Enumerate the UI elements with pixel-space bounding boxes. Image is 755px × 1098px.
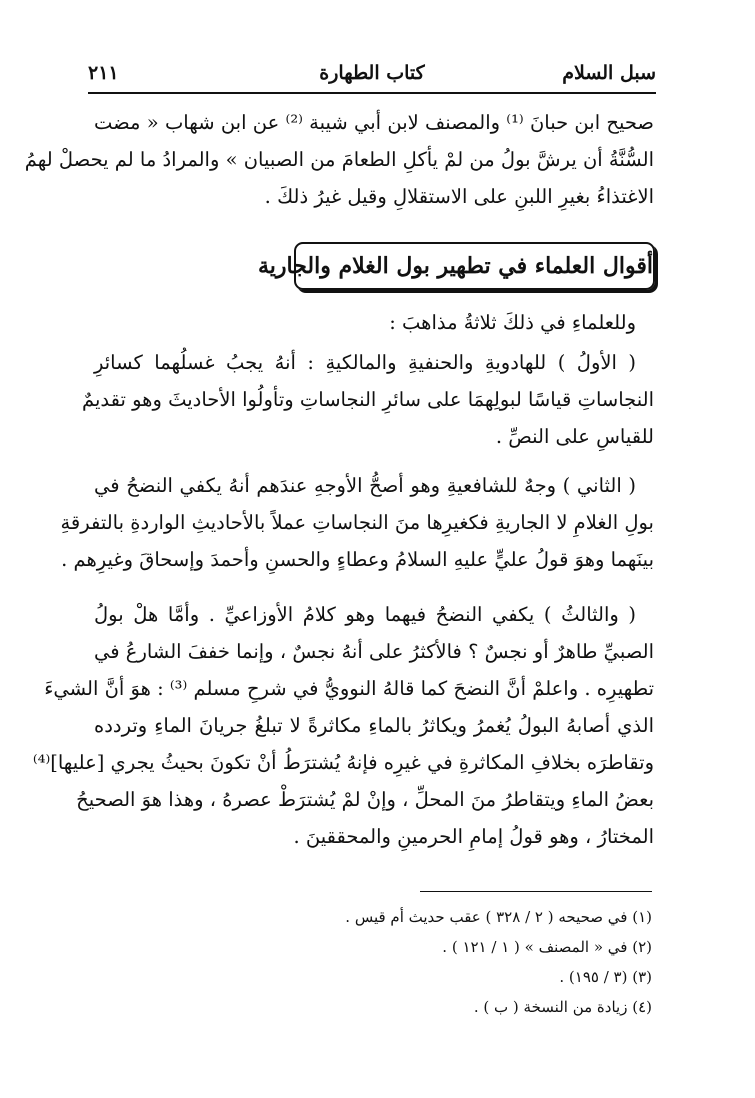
footnote-rule xyxy=(420,891,652,892)
footnote-1: (١) في صحيحه ( ٢ / ٣٢٨ ) عقب حديث أم قيس . xyxy=(345,908,652,926)
text-line: الذي أصابهُ البولُ يُغمرُ ويكاثرُ بالماءِ مكاثرةً لا تبلغُ جريانَ الماءِ وتردده xyxy=(94,714,654,737)
text-line: النجاساتِ قياسًا لبولِهمَا على سائرِ النجاساتِ وتأولُوا الأحاديثَ وهو تقديمٌ xyxy=(81,388,654,411)
text-line: المختارُ ، وهو قولُ إمامِ الحرمينِ والمحققينَ . xyxy=(293,825,654,848)
text-line: ( والثالثُ ) يكفي النضحُ فيهما وهو كلامُ الأوزاعيِّ . وأمَّا هلْ بولُ xyxy=(94,603,636,626)
footnote-4: (٤) زيادة من النسخة ( ب ) . xyxy=(473,998,652,1016)
text-line: صحيح ابن حبانَ ⁽¹⁾ والمصنف لابن أبي شيبة ⁽²⁾ عن ابن شهاب « مضت xyxy=(94,111,654,134)
third-opinion-paragraph xyxy=(32,596,654,855)
text-line: وتقاطرَه بخلافِ المكاثرةِ في غيرِه فإنهُ يُشترَطُ أنْ تكونَ بحيثُ يجري [عليها]⁽⁴⁾ xyxy=(32,751,654,774)
text-line: السُّنَّةُ أن يرشَّ بولُ من لمْ يأكلِ الطعامَ من الصبيان » والمرادُ ما لم يحصلْ لهمُ xyxy=(24,148,654,171)
intro-paragraph xyxy=(24,104,654,215)
text-line: الاغتذاءُ بغيرِ اللبنِ على الاستقلالِ وقيل غيرُ ذلكَ . xyxy=(264,185,654,208)
running-header xyxy=(88,58,656,90)
text-line: ( الثاني ) وجهٌ للشافعيةِ وهو أصحُّ الأوجهِ عندَهم أنهُ يكفي النضحُ في xyxy=(94,474,636,497)
footnote-3: (٣) (٣ / ١٩٥) . xyxy=(559,968,652,986)
page-number: ٢١١ xyxy=(88,62,119,84)
book-title: سبل السلام xyxy=(562,62,656,84)
text-line: وللعلماءِ في ذلكَ ثلاثةُ مذاهبَ : xyxy=(389,311,636,334)
text-line: بينَهما وهوَ قولُ عليٍّ عليهِ السلامُ وعطاءٍ والحسنِ وأحمدَ وإسحاقَ وغيرِهم . xyxy=(61,548,654,571)
text-line: الصبيِّ طاهرٌ أو نجسٌ ؟ فالأكثرُ على أنهُ نجسٌ ، وإنما خففَ الشارعُ في xyxy=(94,640,654,663)
text-line: للقياسِ على النصِّ . xyxy=(495,425,654,448)
header-rule xyxy=(88,92,656,94)
chapter-title: كتاب الطهارة xyxy=(319,62,425,84)
text-line: بعضُ الماءِ ويتقاطرُ منَ المحلِّ ، وإنْ لمْ يُشترَطْ عصرهُ ، وهذا هوَ الصحيحُ xyxy=(76,788,654,811)
second-opinion-paragraph xyxy=(60,467,654,578)
first-opinion-paragraph xyxy=(81,344,654,455)
lead-paragraph xyxy=(94,304,654,341)
text-line: بولِ الغلامِ لا الجاريةِ فكغيرِها منَ النجاساتِ عملاً بالأحاديثِ الواردةِ بالتفرقةِ xyxy=(60,511,654,534)
text-line: تطهيرِه . واعلمْ أنَّ النضحَ كما قالهُ النوويُّ في شرحِ مسلم ⁽³⁾ : هوَ أنَّ الشيءَ xyxy=(44,677,654,700)
section-heading: أقوال العلماء في تطهير بول الغلام والجارية xyxy=(294,242,655,290)
text-line: ( الأولُ ) للهادويةِ والحنفيةِ والمالكيةِ : أنهُ يجبُ غسلُهما كسائرِ xyxy=(94,351,636,374)
footnote-2: (٢) في « المصنف » ( ١ / ١٢١ ) . xyxy=(442,938,652,956)
